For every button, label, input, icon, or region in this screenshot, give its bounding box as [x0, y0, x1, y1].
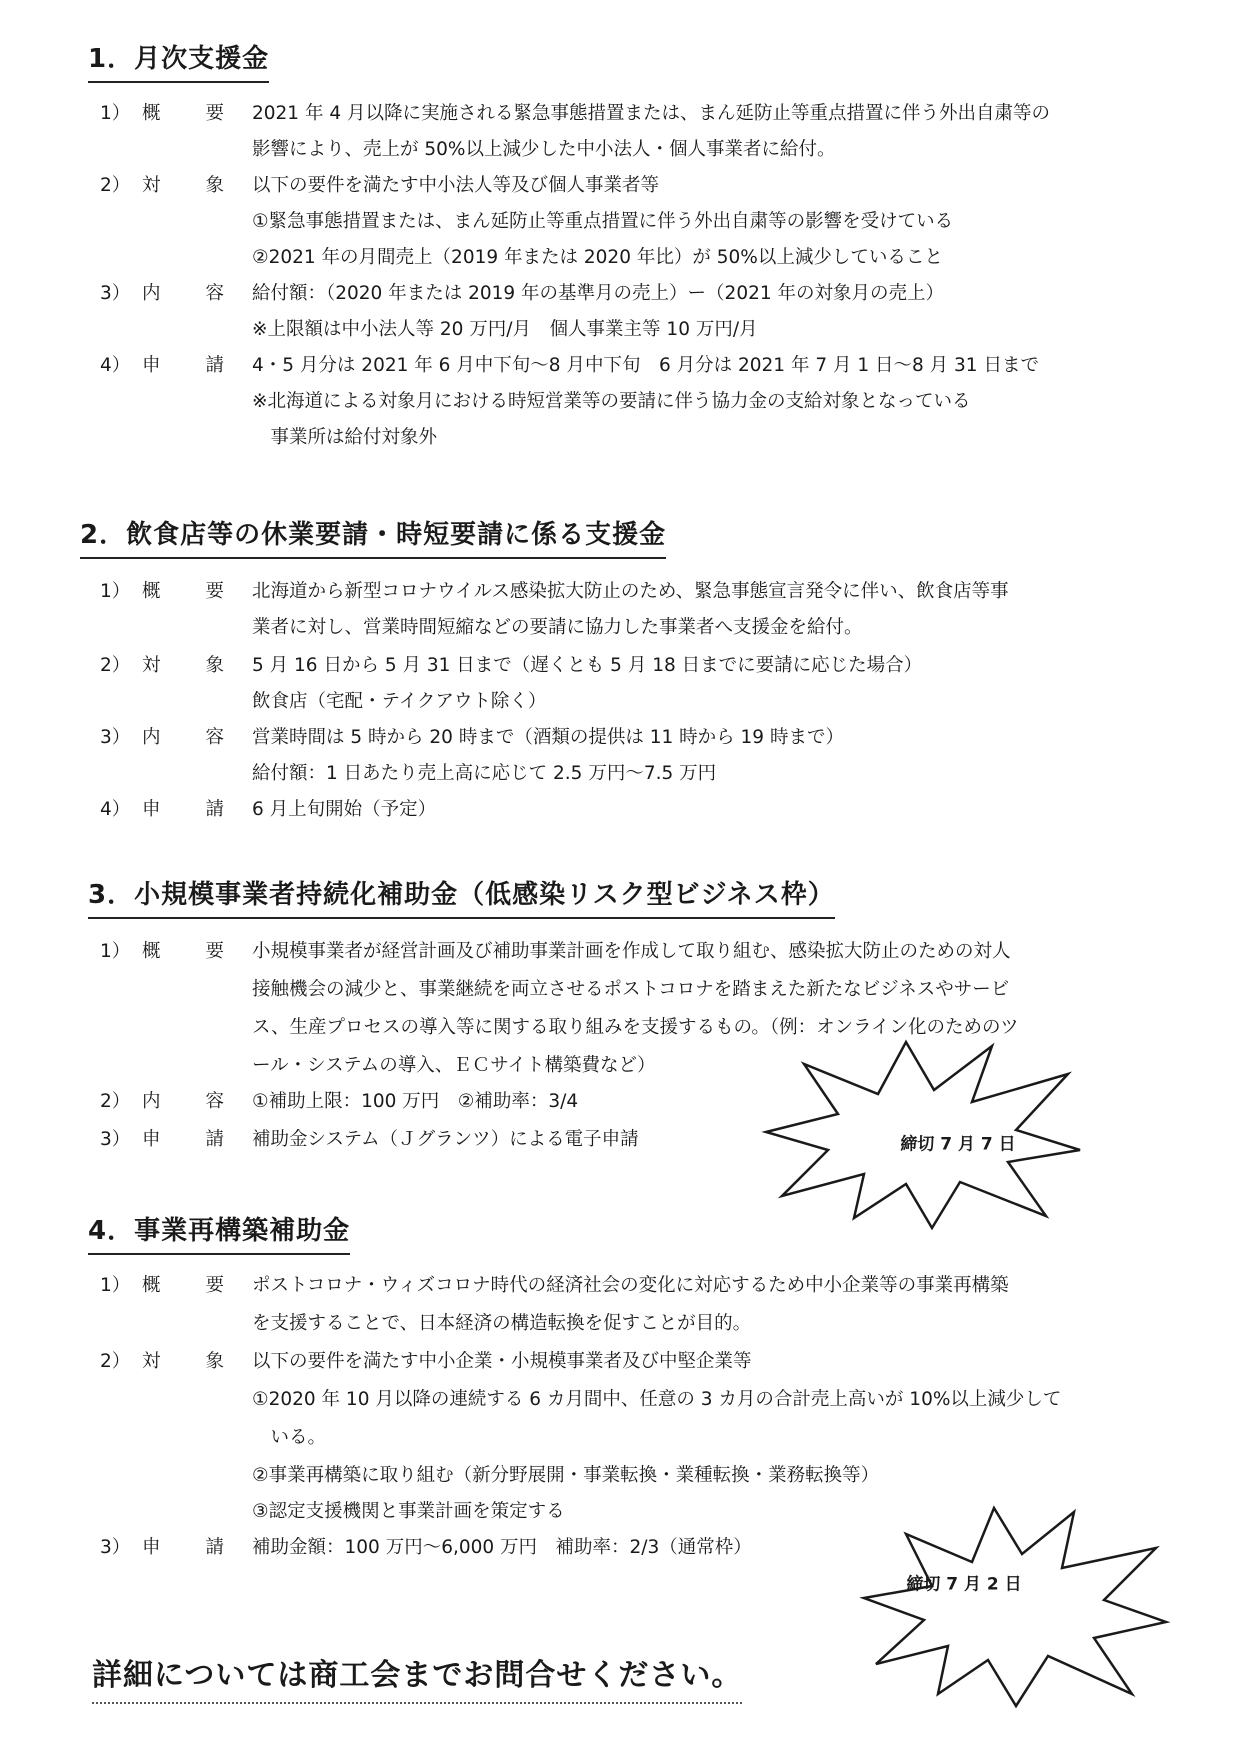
- item-text: ※上限額は中小法人等 20 万円/月 個人事業主等 10 万円/月: [252, 319, 758, 340]
- item-text: 事業所は給付対象外: [252, 427, 438, 448]
- item-text: 小規模事業者が経営計画及び補助事業計画を作成して取り組む、感染拡大防止のための対人: [252, 941, 1011, 962]
- item-text: 北海道から新型コロナウイルス感染拡大防止のため、緊急事態宣言発令に伴い、飲食店等事: [252, 581, 1009, 602]
- item-text: 以下の要件を満たす中小企業・小規模事業者及び中堅企業等: [252, 1351, 752, 1372]
- item-text: 業者に対し、営業時間短縮などの要請に協力した事業者へ支援金を給付。: [252, 617, 863, 638]
- section-title: 1．月次支援金: [88, 38, 269, 83]
- item-text: 接触機会の減少と、事業継続を両立させるポストコロナを踏まえた新たなビジネスやサービ: [252, 979, 1010, 1000]
- item-text: ②2021 年の月間売上（2019 年または 2020 年比）が 50%以上減少していること: [252, 247, 943, 268]
- item-text: ③認定支援機関と事業計画を策定する: [252, 1501, 565, 1522]
- item-text: ポストコロナ・ウィズコロナ時代の経済社会の変化に対応するため中小企業等の事業再構築: [252, 1275, 1009, 1296]
- item-label: 4） 申 請: [100, 799, 224, 820]
- section-title: 4．事業再構築補助金: [88, 1210, 350, 1255]
- footer-note: 詳細については商工会までお問合せください。: [92, 1650, 742, 1704]
- item-text: 飲食店（宅配・テイクアウト除く）: [252, 691, 547, 712]
- item-text: 影響により、売上が 50%以上減少した中小法人・個人事業者に給付。: [252, 139, 836, 160]
- item-label: 3） 内 容: [100, 727, 224, 748]
- section-title: 3．小規模事業者持続化補助金（低感染リスク型ビジネス枠）: [88, 874, 835, 919]
- item-label: 1） 概 要: [100, 581, 224, 602]
- item-text: 6 月上旬開始（予定）: [252, 799, 437, 820]
- item-label: 2） 対 象: [100, 1351, 224, 1372]
- item-label: 3） 内 容: [100, 283, 224, 304]
- item-text: ス、生産プロセスの導入等に関する取り組みを支援するもの。（例：オンライン化のためのツ: [252, 1017, 1019, 1038]
- item-text: 補助金システム（Ｊグランツ）による電子申請: [252, 1129, 639, 1150]
- section-title: 2．飲食店等の休業要請・時短要請に係る支援金: [80, 514, 666, 559]
- item-text: 5 月 16 日から 5 月 31 日まで（遅くとも 5 月 18 日までに要請に応じた場合）: [252, 655, 923, 676]
- item-label: 3） 申 請: [100, 1129, 224, 1150]
- item-text: 2021 年 4 月以降に実施される緊急事態措置または、まん延防止等重点措置に伴う外出自粛等の: [252, 103, 1050, 124]
- item-text: 給付額：1 日あたり売上高に応じて 2.5 万円～7.5 万円: [252, 763, 717, 784]
- item-text: ※北海道による対象月における時短営業等の要請に伴う協力金の支給対象となっている: [252, 391, 971, 412]
- deadline-burst: [746, 1032, 1086, 1232]
- item-label: 1） 概 要: [100, 103, 224, 124]
- item-text: ール・システムの導入、ＥＣサイト構築費など）: [252, 1055, 656, 1076]
- item-label: 1） 概 要: [100, 941, 224, 962]
- item-label: 1） 概 要: [100, 1275, 224, 1296]
- item-text: 4・5 月分は 2021 年 6 月中下旬～8 月中下旬 6 月分は 2021 年 7 月 1 日～8 月 31 日まで: [252, 355, 1039, 376]
- item-label: 2） 内 容: [100, 1091, 224, 1112]
- deadline-label: 締切 7 月 2 日: [906, 1574, 1022, 1595]
- item-text: いる。: [252, 1427, 327, 1448]
- deadline-burst: [836, 1488, 1176, 1718]
- item-text: 給付額：（2020 年または 2019 年の基準月の売上）ー（2021 年の対象月の売上）: [252, 283, 945, 304]
- item-text: ②事業再構築に取り組む（新分野展開・事業転換・業種転換・業務転換等）: [252, 1465, 880, 1486]
- item-text: 補助金額：100 万円～6,000 万円 補助率：2/3（通常枠）: [252, 1537, 752, 1558]
- item-label: 2） 対 象: [100, 175, 224, 196]
- item-text: ①緊急事態措置または、まん延防止等重点措置に伴う外出自粛等の影響を受けている: [252, 211, 954, 232]
- deadline-label: 締切 7 月 7 日: [900, 1134, 1016, 1155]
- item-label: 4） 申 請: [100, 355, 224, 376]
- item-text: を支援することで、日本経済の構造転換を促すことが目的。: [252, 1313, 752, 1334]
- item-text: ①2020 年 10 月以降の連続する 6 カ月間中、任意の 3 カ月の合計売上高いが 10%以上減少して: [252, 1389, 1062, 1410]
- starburst-shape: [836, 1488, 1176, 1718]
- item-text: 以下の要件を満たす中小法人等及び個人事業者等: [252, 175, 660, 196]
- item-text: 営業時間は 5 時から 20 時まで（酒類の提供は 11 時から 19 時まで）: [252, 727, 844, 748]
- item-text: ①補助上限：100 万円 ②補助率：3/4: [252, 1091, 579, 1112]
- item-label: 3） 申 請: [100, 1537, 224, 1558]
- item-label: 2） 対 象: [100, 655, 224, 676]
